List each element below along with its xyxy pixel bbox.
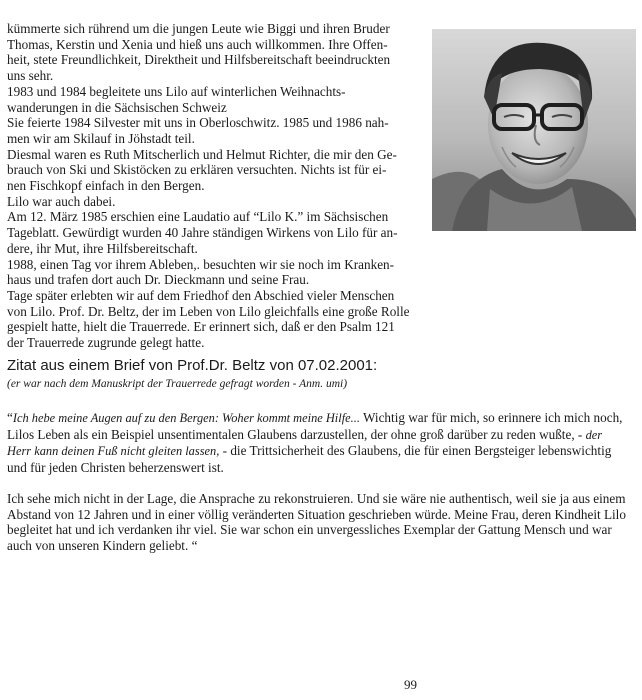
text-line: 1983 und 1984 begleitete uns Lilo auf winterlichen Weihnachts- xyxy=(7,83,346,99)
text-line: kümmerte sich rührend um die jungen Leute wie Biggi und ihren Bruder xyxy=(7,21,390,36)
text-line: der Trauerrede zugrunde gelegt hatte. xyxy=(7,335,205,351)
editor-note: (er war nach dem Manuskript der Trauerrede gefragt worden - Anm. umi) xyxy=(7,378,348,390)
body-text xyxy=(7,21,421,351)
text-line: dere, ihr Mut, ihre Hilfsbereitschaft. xyxy=(7,240,198,256)
text-line: Lilo war auch dabei. xyxy=(7,193,116,209)
text-line: nen Fischkopf einfach in den Bergen. xyxy=(7,178,205,194)
psalm-citation: Ich hebe meine Augen auf zu den Bergen: Woher kommt meine Hilfe... xyxy=(12,411,360,425)
quote-paragraph: Ich sehe mich nicht in der Lage, die Ansprache zu rekonstruieren. Und sie wäre nie authentisch, weil sie ja aus einem Abstand von 12 Jahren und in einer völlig veränderten Situation geschrieben würde. Meine Frau, deren Kindheit Lilo begleitet hat und ich verdanken ihr viel. Sie war schon ein unvergessliches Exemplar der Gattung Mensch und war auch von unseren Kindern geliebt. “ xyxy=(7,490,626,553)
text-line: gespielt hatte, hielt die Trauerrede. Er erinnert sich, daß er den Psalm 121 xyxy=(7,319,395,335)
page-number: 99 xyxy=(404,677,417,692)
opening-quote-mark: “ xyxy=(7,410,13,425)
text-line: men wir am Skilauf in Jöhstadt teil. xyxy=(7,130,195,146)
portrait-photo xyxy=(432,29,636,231)
text-line: Tageblatt. Gewürdigt wurden 40 Jahre ständigen Wirkens von Lilo für an- xyxy=(7,225,398,241)
text-line: Sie feierte 1984 Silvester mit uns in Oberloschwitz. 1985 und 1986 nah- xyxy=(7,115,389,131)
text-line: Tage später erlebten wir auf dem Friedhof den Abschied vieler Menschen xyxy=(7,287,395,303)
quote-text: - die Trittsicherheit des Glaubens, die für einen Bergsteiger lebenswichtig und für jeden Christen beherzenswert ist. xyxy=(7,443,612,476)
text-line: Am 12. März 1985 erschien eine Laudatio auf “Lilo K.” im Sächsischen xyxy=(7,209,389,225)
letter-quote xyxy=(7,410,627,554)
text-line: Thomas, Kerstin und Xenia und hieß uns auch willkommen. Ihre Offen- xyxy=(7,36,388,52)
quote-heading: Zitat aus einem Brief von Prof.Dr. Beltz von 07.02.2001: xyxy=(7,357,378,374)
quote-text: Wichtig war für mich, so erinnere ich mich noch, Lilos Leben als ein Beispiel unsentimentalen Glaubens darzustellen, der ohne groß darüber zu reden wußte, - xyxy=(7,410,623,442)
text-line: Diesmal waren es Ruth Mitscherlich und Helmut Richter, die mir den Ge- xyxy=(7,146,397,162)
text-line: uns sehr. xyxy=(7,68,54,84)
text-line: brauch von Ski und Skistöcken zu erklären versuchten. Nichts ist für ei- xyxy=(7,162,387,178)
text-line: heit, stete Freundlichkeit, Direktheit und Hilfsbereitschaft beeindruckten xyxy=(7,52,391,68)
text-line: von Lilo. Prof. Dr. Beltz, der im Leben von Lilo gleichfalls eine große Rolle xyxy=(7,303,410,319)
text-line: wanderungen in die Sächsischen Schweiz xyxy=(7,99,227,115)
text-line: 1988, einen Tag vor ihrem Ableben,. besuchten wir sie noch im Kranken- xyxy=(7,256,395,272)
quote-paragraph xyxy=(7,410,627,476)
psalm-citation: der Herr kann deinen Fuß nicht gleiten lassen, xyxy=(7,427,603,459)
text-line: haus und trafen dort auch Dr. Dieckmann und seine Frau. xyxy=(7,272,310,288)
